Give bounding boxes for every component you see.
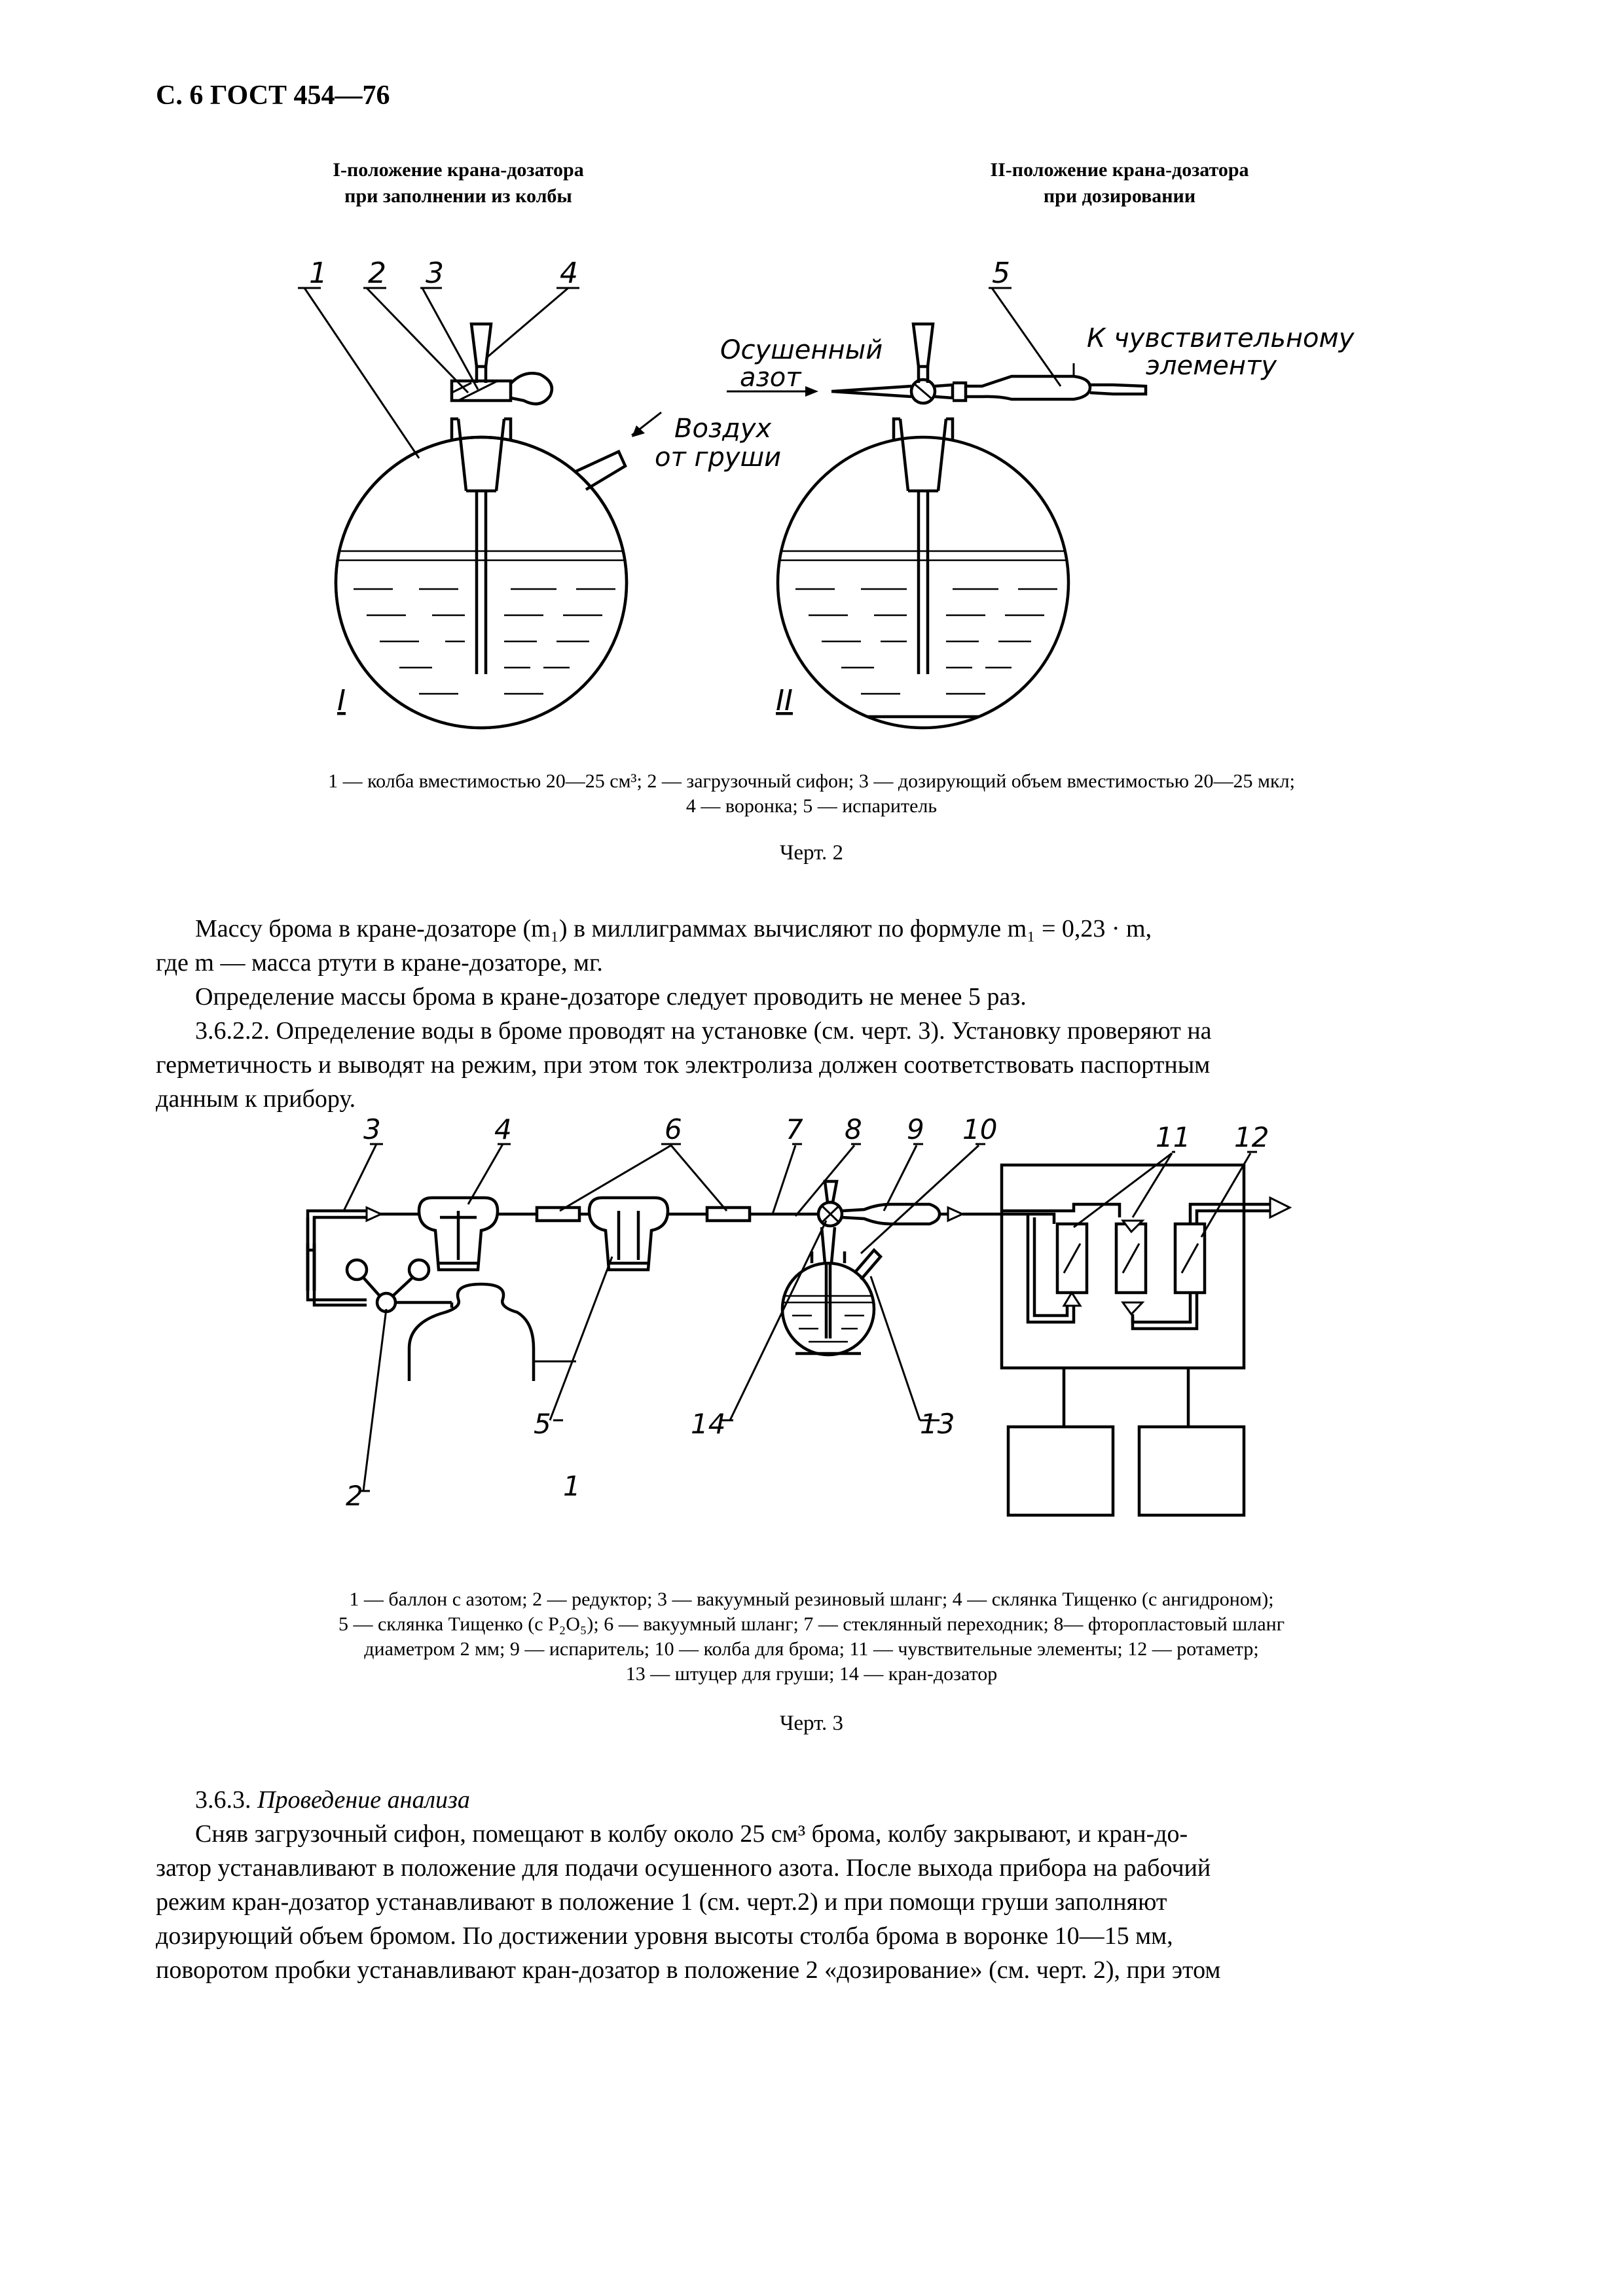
fig3-number: Черт. 3 — [779, 1712, 844, 1735]
fig2-label-1: 1 — [309, 257, 327, 290]
fig2-air-label-line1: Воздух — [674, 414, 772, 444]
text-line: Массу брома в кране-дозаторе (m₁) в миллиграммах вычисляют по формуле m₁ = 0,23 · m, — [195, 915, 1152, 942]
fig2-sensor-label-line1: К чувствительному — [1087, 323, 1355, 353]
fig2-roman-1: I — [337, 684, 346, 717]
page-header: С. 6 ГОСТ 454—76 — [156, 81, 390, 111]
fig2-caption-line1: 1 — колба вместимостью 20—25 см³; 2 — загрузочный сифон; 3 — дозирующий объем вместимостью 20—25 мкл; — [328, 770, 1295, 792]
fig2-air-label-line2: от груши — [655, 442, 782, 473]
section-heading — [195, 1783, 470, 1817]
fig3-label-12: 12 — [1234, 1121, 1269, 1153]
fig3-caption — [0, 1587, 1623, 1687]
fig2-sensor-label-line2: элементу — [1146, 351, 1277, 381]
figure-3-scheme — [0, 1113, 1623, 1584]
fig3-label-14: 14 — [691, 1408, 726, 1440]
fig3-label-13: 13 — [920, 1408, 955, 1440]
fig2-label-5: 5 — [992, 257, 1010, 290]
text-line: герметичность и выводят на режим, при этом ток электролиза должен соответствовать паспортным — [156, 1051, 1211, 1079]
fig3-label-3: 3 — [363, 1113, 381, 1145]
fig3-label-6: 6 — [665, 1113, 682, 1145]
fig2-number: Черт. 2 — [779, 841, 844, 865]
fig3-label-8: 8 — [845, 1113, 862, 1145]
fig2-label-3: 3 — [426, 257, 444, 290]
fig2-label-2: 2 — [368, 257, 386, 290]
fig3-label-11: 11 — [1156, 1121, 1191, 1153]
fig3-caption-line4: 13 — штуцер для груши; 14 — кран-дозатор — [625, 1663, 998, 1685]
text-line: затор устанавливают в положение для подачи осушенного азота. После выхода прибора на рабочий — [156, 1854, 1211, 1882]
text-line: дозирующий объем бромом. По достижении уровня высоты столба брома в воронке 10—15 мм, — [156, 1922, 1173, 1950]
fig3-label-9: 9 — [907, 1113, 924, 1145]
fig3-label-5: 5 — [534, 1408, 551, 1440]
text-line: 3.6.2.2. Определение воды в броме проводят на установке (см. черт. 3). Установку проверяют на — [195, 1017, 1212, 1045]
section-title: Проведение анализа — [257, 1786, 470, 1814]
fig2-nitrogen-label-line1: Осушенный — [720, 335, 883, 365]
text-line: Сняв загрузочный сифон, помещают в колбу около 25 см³ брома, колбу закрывают, и кран-до- — [195, 1820, 1188, 1848]
text-line: режим кран-дозатор устанавливают в положение 1 (см. черт.2) и при помощи груши заполняют — [156, 1888, 1167, 1916]
fig3-label-2: 2 — [346, 1480, 363, 1512]
text-line: поворотом пробки устанавливают кран-дозатор в положение 2 «дозирование» (см. черт. 2), при этом — [156, 1956, 1221, 1984]
section-number: 3.6.3. — [195, 1786, 251, 1814]
fig2-left-title-line1: I-положение крана-дозатора — [333, 159, 584, 181]
fig2-roman-2: II — [776, 684, 793, 717]
fig2-right-title-line2: при дозировании — [1043, 185, 1196, 207]
fig3-label-1: 1 — [563, 1470, 581, 1502]
text-line: где m — масса ртути в кране-дозаторе, мг. — [156, 949, 603, 977]
fig3-label-10: 10 — [962, 1113, 998, 1145]
text-block-2 — [156, 1817, 1220, 1987]
fig3-caption-line1: 1 — баллон с азотом; 2 — редуктор; 3 — вакуумный резиновый шланг; 4 — склянка Тищенко (с ангидроном); — [349, 1588, 1274, 1610]
fig3-caption-line3: диаметром 2 мм; 9 — испаритель; 10 — колба для брома; 11 — чувствительные элементы; 12 — ротаметр; — [364, 1638, 1259, 1660]
fig3-caption-line2: 5 — склянка Тищенко (с P₂O₅); 6 — вакуумный шланг; 7 — стеклянный переходник; 8— фторопластовый шланг — [338, 1613, 1285, 1635]
text-line: Определение массы брома в кране-дозаторе следует проводить не менее 5 раз. — [195, 983, 1027, 1011]
fig2-left-title-line2: при заполнении из колбы — [344, 185, 572, 207]
fig2-nitrogen-label-line2: азот — [740, 363, 801, 393]
fig2-right-title-line1: II-положение крана-дозатора — [990, 159, 1249, 181]
fig3-label-7: 7 — [786, 1113, 803, 1145]
text-line: данным к прибору. — [156, 1085, 356, 1113]
fig2-caption-line2: 4 — воронка; 5 — испаритель — [685, 795, 938, 817]
fig3-label-4: 4 — [494, 1113, 512, 1145]
fig2-label-4: 4 — [560, 257, 578, 290]
